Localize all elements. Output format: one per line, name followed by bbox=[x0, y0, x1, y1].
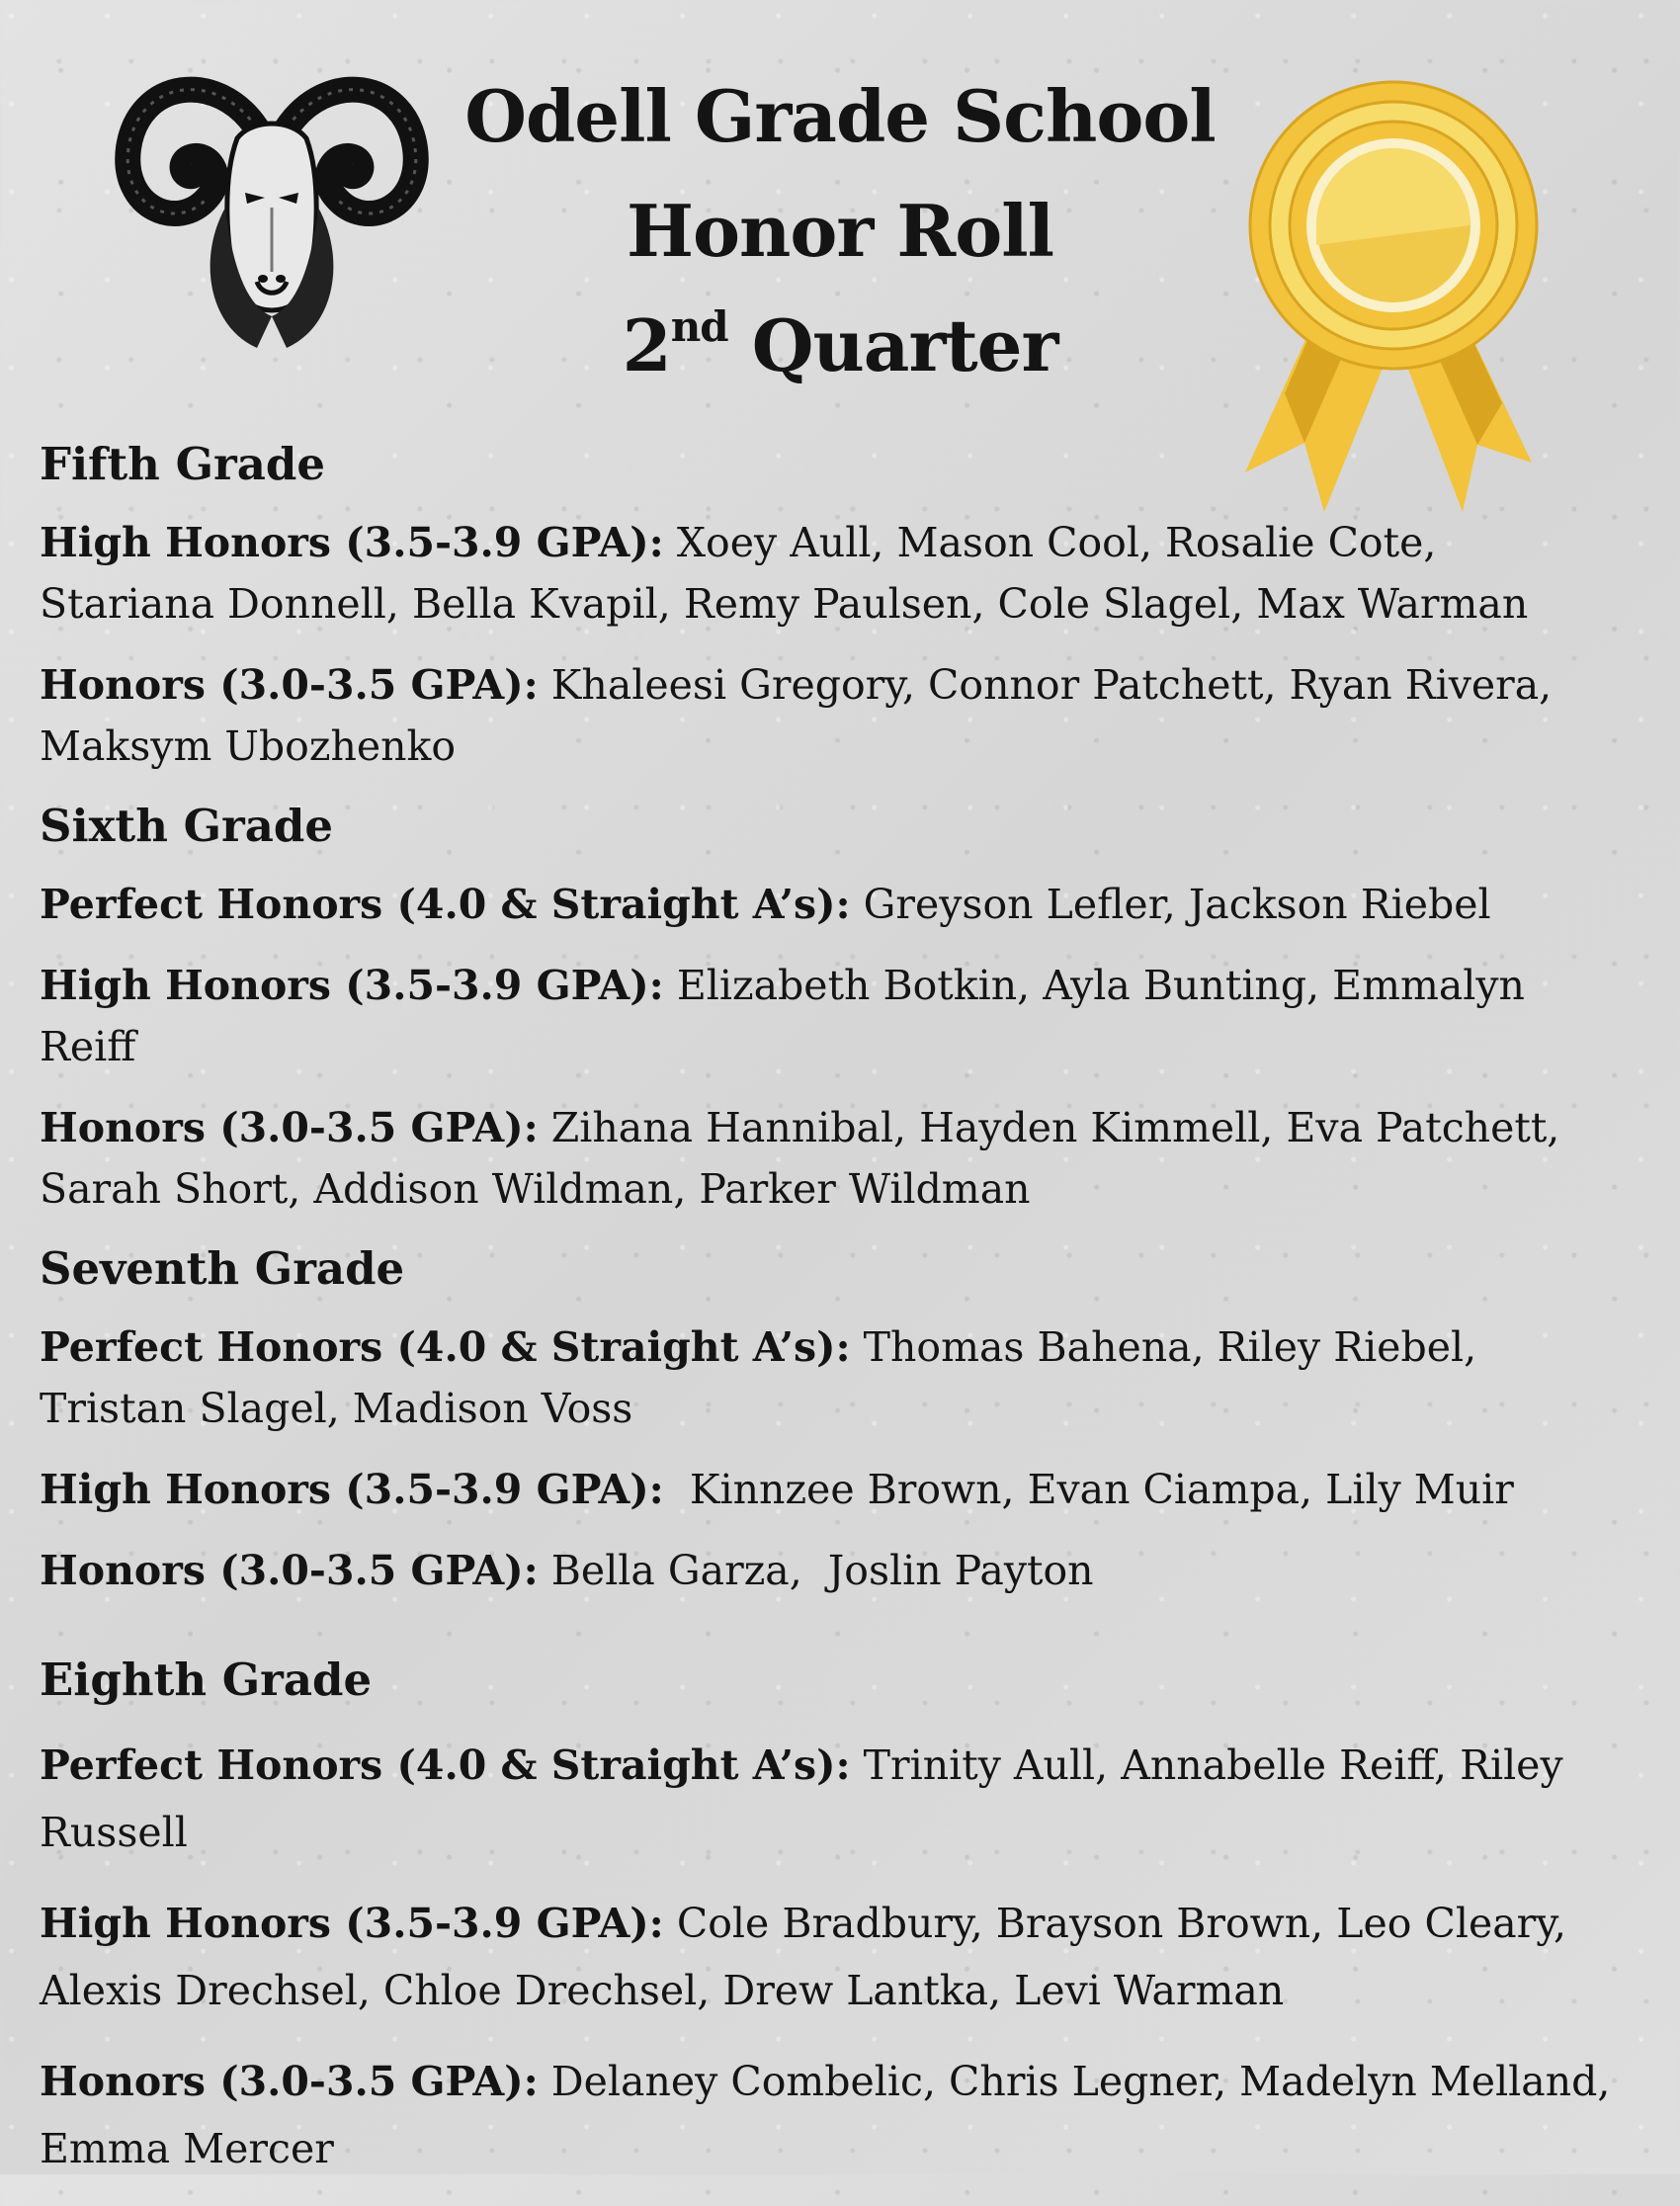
honor-line: High Honors (3.5-3.9 GPA): Cole Bradbury, Brayson Brown, Leo Cleary, Alexis Drechsel, Chloe Drechsel, Drew Lantka, Levi Warman bbox=[40, 1900, 1566, 2014]
title-quarter: 2nd Quarter bbox=[622, 302, 1058, 387]
title-honor-roll: Honor Roll bbox=[627, 189, 1053, 273]
title-school: Odell Grade School bbox=[464, 74, 1216, 158]
grade-heading: Sixth Grade bbox=[40, 800, 333, 852]
honor-line: Perfect Honors (4.0 & Straight A’s): Trinity Aull, Annabelle Reiff, Riley Russell bbox=[40, 1741, 1563, 1856]
grade-section-sixth bbox=[40, 797, 1621, 1220]
honor-line: High Honors (3.5-3.9 GPA): Xoey Aull, Mason Cool, Rosalie Cote, Stariana Donnell, Bella Kvapil, Remy Paulsen, Cole Slagel, Max Warman bbox=[40, 519, 1529, 628]
honor-line: Honors (3.0-3.5 GPA): Delaney Combelic, Chris Legner, Madelyn Melland, Emma Mercer bbox=[40, 2058, 1611, 2172]
honor-line: Perfect Honors (4.0 & Straight A’s): Greyson Lefler, Jackson Riebel bbox=[40, 881, 1491, 928]
ram-head-icon bbox=[109, 59, 435, 356]
grade-heading: Fifth Grade bbox=[40, 438, 325, 490]
page-title bbox=[425, 59, 1255, 403]
grade-heading: Eighth Grade bbox=[40, 1654, 373, 1706]
honor-roll-list bbox=[40, 435, 1621, 2206]
honor-line: Honors (3.0-3.5 GPA): Bella Garza, Joslin Payton bbox=[40, 1547, 1094, 1594]
grade-section-seventh bbox=[40, 1239, 1621, 1601]
honor-line: High Honors (3.5-3.9 GPA): Kinnzee Brown, Evan Ciampa, Lily Muir bbox=[40, 1466, 1514, 1513]
honor-line: Perfect Honors (4.0 & Straight A’s): Thomas Bahena, Riley Riebel, Tristan Slagel, Madison Voss bbox=[40, 1323, 1477, 1432]
grade-section-fifth bbox=[40, 435, 1621, 777]
honor-line: Honors (3.0-3.5 GPA): Zihana Hannibal, Hayden Kimmell, Eva Patchett, Sarah Short, Addison Wildman, Parker Wildman bbox=[40, 1104, 1560, 1213]
grade-heading: Seventh Grade bbox=[40, 1242, 405, 1295]
honor-line: High Honors (3.5-3.9 GPA): Elizabeth Botkin, Ayla Bunting, Emmalyn Reiff bbox=[40, 962, 1525, 1070]
honor-line: Honors (3.0-3.5 GPA): Khaleesi Gregory, Connor Patchett, Ryan Rivera, Maksym Ubozhenko bbox=[40, 661, 1553, 770]
ordinal-suffix: nd bbox=[670, 302, 728, 351]
grade-section-eighth bbox=[40, 1651, 1621, 2182]
